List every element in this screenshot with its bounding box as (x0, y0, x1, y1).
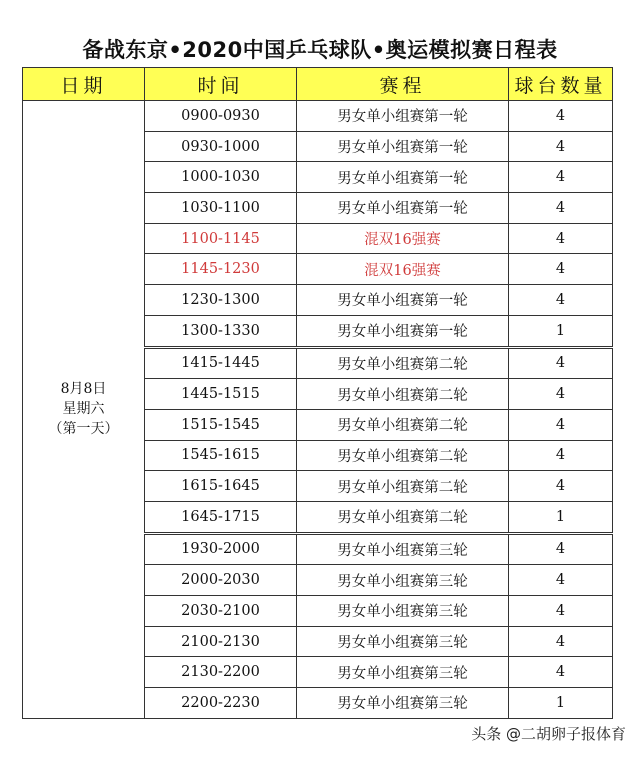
date-line: （第一天） (48, 421, 119, 438)
table-count-cell: 4 (509, 101, 613, 132)
table-count-cell: 4 (509, 347, 613, 379)
time-cell: 1545-1615 (145, 440, 297, 471)
header-table-count: 球台数量 (509, 68, 613, 101)
event-cell: 男女单小组赛第一轮 (297, 162, 509, 193)
time-cell: 1230-1300 (145, 285, 297, 316)
event-cell: 男女单小组赛第二轮 (297, 501, 509, 533)
time-cell: 2030-2100 (145, 596, 297, 627)
table-count-cell: 4 (509, 162, 613, 193)
date-cell (23, 101, 145, 719)
event-cell: 男女单小组赛第二轮 (297, 471, 509, 502)
table-count-cell: 4 (509, 657, 613, 688)
table-count-cell: 1 (509, 688, 613, 719)
page-title: 备战东京•2020中国乒乓球队•奥运模拟赛日程表 (82, 38, 558, 62)
watermark: 头条 @二胡卵子报体育 (467, 721, 630, 746)
time-cell: 2200-2230 (145, 688, 297, 719)
table-count-cell: 4 (509, 565, 613, 596)
time-cell: 1300-1330 (145, 315, 297, 347)
table-count-cell: 4 (509, 596, 613, 627)
time-cell: 2130-2200 (145, 657, 297, 688)
table-count-cell: 4 (509, 440, 613, 471)
event-cell: 混双16强赛 (297, 254, 509, 285)
time-cell: 1030-1100 (145, 193, 297, 224)
event-cell: 男女单小组赛第三轮 (297, 657, 509, 688)
event-cell: 男女单小组赛第一轮 (297, 131, 509, 162)
time-cell: 1930-2000 (145, 533, 297, 565)
table-count-cell: 1 (509, 501, 613, 533)
table-count-cell: 4 (509, 626, 613, 657)
time-cell: 1000-1030 (145, 162, 297, 193)
table-count-cell: 4 (509, 379, 613, 410)
table-count-cell: 4 (509, 409, 613, 440)
header-event: 赛程 (297, 68, 509, 101)
time-cell: 1645-1715 (145, 501, 297, 533)
time-cell: 1615-1645 (145, 471, 297, 502)
schedule-table (22, 67, 613, 719)
table-row (23, 101, 613, 132)
table-count-cell: 4 (509, 131, 613, 162)
event-cell: 混双16强赛 (297, 223, 509, 254)
table-count-cell: 4 (509, 471, 613, 502)
schedule-body (23, 101, 613, 719)
event-cell: 男女单小组赛第三轮 (297, 565, 509, 596)
event-cell: 男女单小组赛第一轮 (297, 193, 509, 224)
table-count-cell: 4 (509, 223, 613, 254)
time-cell: 1415-1445 (145, 347, 297, 379)
time-cell: 2000-2030 (145, 565, 297, 596)
event-cell: 男女单小组赛第三轮 (297, 626, 509, 657)
table-count-cell: 4 (509, 254, 613, 285)
event-cell: 男女单小组赛第二轮 (297, 440, 509, 471)
header-date: 日期 (23, 68, 145, 101)
time-cell: 1515-1545 (145, 409, 297, 440)
event-cell: 男女单小组赛第三轮 (297, 688, 509, 719)
event-cell: 男女单小组赛第二轮 (297, 409, 509, 440)
time-cell: 0900-0930 (145, 101, 297, 132)
event-cell: 男女单小组赛第一轮 (297, 101, 509, 132)
header-row (23, 68, 613, 101)
event-cell: 男女单小组赛第二轮 (297, 347, 509, 379)
table-count-cell: 4 (509, 285, 613, 316)
event-cell: 男女单小组赛第一轮 (297, 315, 509, 347)
event-cell: 男女单小组赛第二轮 (297, 379, 509, 410)
time-cell: 1145-1230 (145, 254, 297, 285)
event-cell: 男女单小组赛第三轮 (297, 596, 509, 627)
event-cell: 男女单小组赛第三轮 (297, 533, 509, 565)
date-line: 星期六 (62, 401, 105, 418)
header-time: 时间 (145, 68, 297, 101)
time-cell: 2100-2130 (145, 626, 297, 657)
event-cell: 男女单小组赛第一轮 (297, 285, 509, 316)
table-count-cell: 4 (509, 533, 613, 565)
time-cell: 0930-1000 (145, 131, 297, 162)
time-cell: 1100-1145 (145, 223, 297, 254)
table-count-cell: 4 (509, 193, 613, 224)
date-line: 8月8日 (60, 381, 107, 398)
table-count-cell: 1 (509, 315, 613, 347)
time-cell: 1445-1515 (145, 379, 297, 410)
